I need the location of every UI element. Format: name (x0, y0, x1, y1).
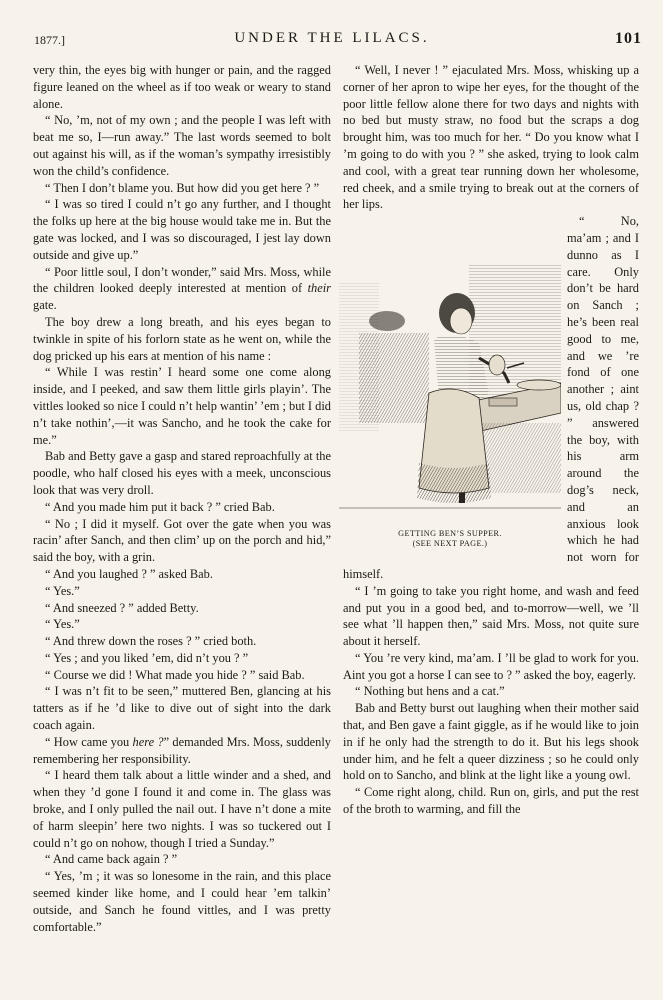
paragraph-text: “ Poor little soul, I don’t wonder,” said Mrs. Moss, while the children looked deeply interested at mention of (33, 264, 331, 296)
paragraph: “ I was so tired I could n’t go any further, and I thought the folks up here at the big house would take me in. But the gate was locked, and I was so discouraged, I jest lay down outside and give up.” (33, 197, 331, 262)
header-year: 1877.] (34, 33, 65, 47)
paragraph: “ Then I don’t blame you. But how did you get here ? ” (45, 180, 320, 195)
paragraph-text: gate. (33, 298, 57, 313)
caption-note: (SEE NEXT PAGE.) (412, 539, 488, 549)
paragraph: “ No, ma’am ; and I dunno as I care. Only don’t be hard on Sanch ; he’s been real good to me, and we ’re fond of one another ; aint us, old chap ? ” answered the boy, with his arm around the dog’s neck, and an anxious look which he had not worn for himself. (343, 214, 639, 581)
paragraph-text: ” demanded Mrs. Moss, suddenly remembering her responsibility. (33, 734, 331, 766)
paragraph: “ Nothing but hens and a cat.” (355, 684, 505, 699)
paragraph: “ And sneezed ? ” added Betty. (45, 600, 199, 615)
paragraph: “ No, ’m, not of my own ; and the people I was left with beat me so, I—run away.” The last words seemed to bolt out against his will, as if the woman’s sympathy irresistibly won the child’s confidence. (33, 113, 331, 178)
paragraph: “ I ’m going to take you right home, and wash and feed and put you in a good bed, and to-morrow—well, we ’ll see what ’ll happen then,” said Mrs. Moss, not quite sure about it herself. (343, 583, 639, 649)
page-number: 101 (615, 30, 642, 47)
paragraph: “ Yes.” (45, 617, 80, 632)
caption-title: GETTING BEN’S SUPPER. (398, 529, 502, 539)
paragraph: “ I was n’t fit to be seen,” muttered Ben, glancing at his tatters as if he ’d like to dive out of sight into the dark coach again. (33, 684, 331, 733)
paragraph: “ Yes, ’m ; it was so lonesome in the rain, and this place seemed kinder like home, and I could hear ’em talkin’ outside, and Sanch he found vittles, and I was pretty comfortable.” (33, 869, 331, 934)
paragraph: “ No ; I did it myself. Got over the gate when you was racin’ after Sanch, and then clim’ up on the porch and hid,” said the boy, with a grin. (33, 516, 331, 565)
paragraph: “ And threw down the roses ? ” cried both. (45, 634, 257, 649)
running-header (22, 30, 642, 50)
paragraph: “ And came back again ? ” (45, 852, 178, 867)
engraving-image (339, 223, 561, 523)
paragraph: Bab and Betty burst out laughing when their mother said that, and Ben gave a faint giggle, as if he would like to join in if he only had the strength to do it. But his legs shook under him, and he felt a queer dizziness ; so he could only hold on to Sancho, and blink at the light like a young owl. (343, 701, 639, 783)
emphasis-their: their (307, 281, 331, 296)
paragraph (33, 264, 331, 314)
paragraph: Bab and Betty gave a gasp and stared reproachfully at the poodle, who half closed his eyes with a meek, unconscious look that was very droll. (33, 449, 331, 497)
paragraph: The boy drew a long breath, and his eyes began to twinkle in spite of his forlorn state as he went on, while the dog pricked up his ears at mention of his name : (33, 314, 331, 363)
paragraph: “ Well, I never ! ” ejaculated Mrs. Moss, whisking up a corner of her apron to wipe her eyes, for the thought of the poor little fellow alone there for two days and nights with no bed but musty straw, no food but the scraps a dog brought him, was too much for her. “ Do you know what I ’m going to do with you ? ” she asked, trying to look calm and cool, with a great tear running down her wholesome, red cheek, and a smile trying to break out at the corners of her lips. (343, 63, 639, 212)
paragraph: very thin, the eyes big with hunger or pain, and the ragged figure leaned on the wheel as if too weak or weary to stand alone. (33, 63, 331, 111)
paragraph-text: “ How came you (45, 734, 133, 749)
paragraph: “ And you made him put it back ? ” cried Bab. (45, 499, 275, 514)
paragraph: “ Yes ; and you liked ’em, did n’t you ? ” (45, 650, 249, 665)
illustration-caption (339, 529, 561, 549)
paragraph: “ I heard them talk about a little winder and a shed, and when they ’d gone I found it and come in. The glass was broke, and I only pulled the nail out. I have n’t done a mite of harm sleepin’ here two nights. I was so tuckered out I could n’t go on nohow, though I tried a Sunday.” (33, 768, 331, 850)
paragraph: “ And you laughed ? ” asked Bab. (45, 566, 213, 581)
header-title: UNDER THE LILACS. (234, 30, 430, 46)
paragraph: “ Come right along, child. Run on, girls, and put the rest of the broth to warming, and fill the (343, 785, 639, 817)
paragraph: “ Yes.” (45, 583, 80, 598)
left-column (33, 62, 331, 935)
paragraph (33, 734, 331, 768)
paragraph: “ While I was restin’ I heard some one come along inside, and I peeked, and saw them little girls playin’. The vittles looked so nice I could n’t help wantin’ ’em ; but I did n’t take nothin’,—it was Sancho, and he took the cake for me.” (33, 365, 331, 447)
paragraph: “ Course we did ! What made you hide ? ” said Bab. (45, 667, 305, 682)
paragraph: “ You ’re very kind, ma’am. I ’ll be glad to work for you. Aint you got a horse I can see to ? ” asked the boy, eagerly. (343, 650, 639, 682)
illustration (339, 223, 561, 549)
right-column (343, 62, 639, 818)
emphasis-here: here ? (132, 734, 164, 749)
